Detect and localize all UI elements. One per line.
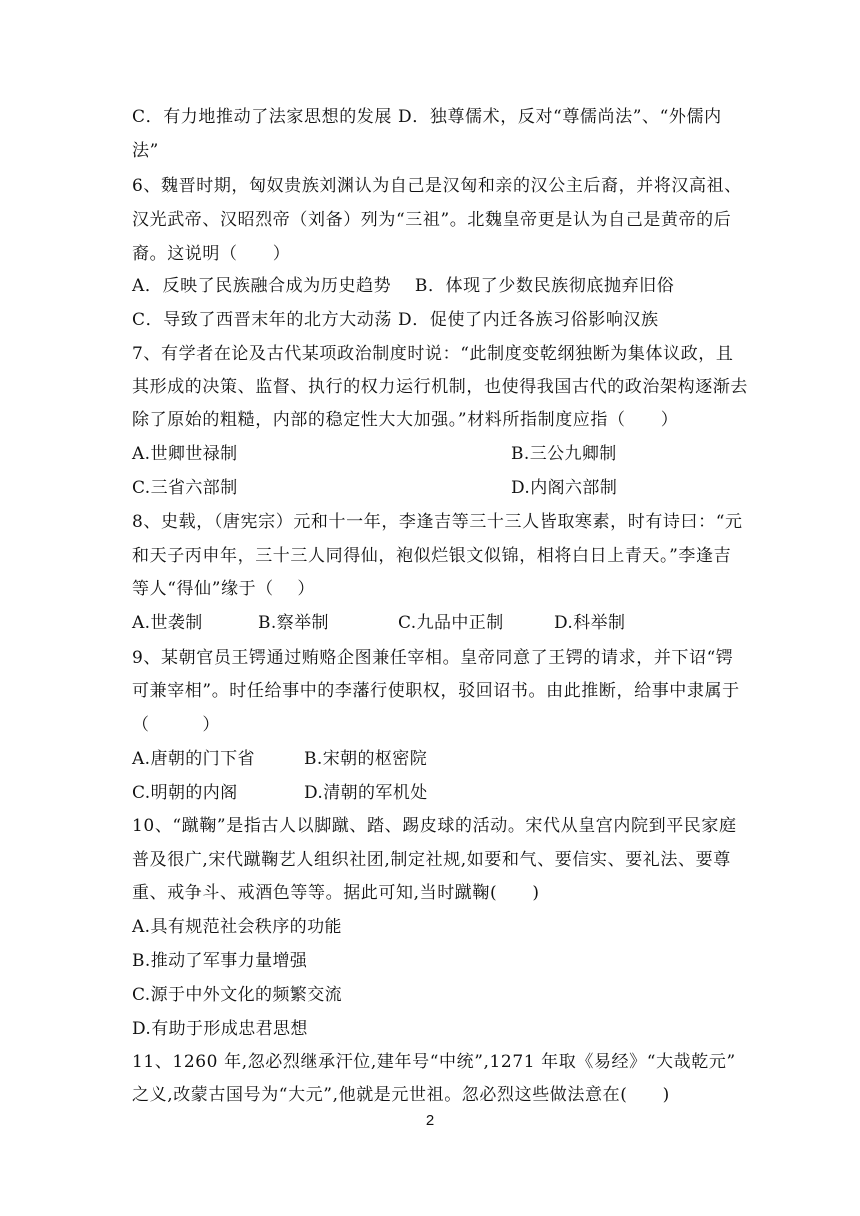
q11-stem-line-2: 之义,改蒙古国号为“大元”,他就是元世祖。忽必烈这些做法意在( ) [132, 1085, 670, 1105]
q9-stem-line-1: 9、某朝官员王锷通过贿赂企图兼任宰相。皇帝同意了王锷的请求，并下诏“锷 [132, 648, 734, 668]
q9-option-c: C.明朝的内阁 [132, 783, 238, 803]
q7-option-d: D.内阁六部制 [511, 478, 618, 498]
q6-options-ab: A．反映了民族融合成为历史趋势 B．体现了少数民族彻底抛弃旧俗 [132, 276, 675, 296]
q9-option-b: B.宋朝的枢密院 [304, 749, 428, 769]
q6-stem-line-2: 汉光武帝、汉昭烈帝（刘备）列为“三祖”。北魏皇帝更是认为自己是黄帝的后 [132, 210, 732, 230]
q9-stem-line-3: （ ） [132, 715, 220, 735]
q6-stem-line-3: 裔。这说明（ ） [132, 244, 291, 264]
q9-option-d: D.清朝的军机处 [304, 783, 428, 803]
q5-option-d-continued: 法” [132, 141, 159, 161]
q7-stem-line-1: 7、有学者在论及古代某项政治制度时说：“此制度变乾纲独断为集体议政，且 [132, 344, 734, 364]
q8-stem-line-3: 等人“得仙”缘于（ ） [132, 579, 315, 599]
q6-options-cd: C．导致了西晋末年的北方大动荡 D．促使了内迁各族习俗影响汉族 [132, 310, 659, 330]
q7-stem-line-2: 其形成的决策、监督、执行的权力运行机制，也使得我国古代的政治架构逐渐去 [132, 377, 748, 397]
q9-stem-line-2: 可兼宰相”。时任给事中的李藩行使职权，驳回诏书。由此推断，给事中隶属于 [132, 681, 740, 701]
q8-option-b: B.察举制 [258, 613, 329, 633]
q5-option-cd-line: C．有力地推动了法家思想的发展 D．独尊儒术，反对“尊儒尚法”、“外儒内 [132, 107, 722, 127]
q7-stem-line-3: 除了原始的粗糙，内部的稳定性大大加强。”材料所指制度应指（ ） [132, 410, 679, 430]
q10-option-d: D.有助于形成忠君思想 [132, 1019, 308, 1039]
q8-option-a: A.世袭制 [132, 613, 203, 633]
q8-stem-line-1: 8、史载，（唐宪宗）元和十一年，李逢吉等三十三人皆取寒素，时有诗曰：“元 [132, 512, 743, 532]
q7-option-c: C.三省六部制 [132, 478, 238, 498]
q10-option-a: A.具有规范社会秩序的功能 [132, 917, 342, 937]
q8-option-c: C.九品中正制 [398, 613, 504, 633]
q10-stem-line-3: 重、戒争斗、戒酒色等等。据此可知,当时蹴鞠( ) [132, 883, 540, 903]
q11-stem-line-1: 11、1260 年,忽必烈继承汗位,建年号“中统”,1271 年取《易经》“大哉乾元” [132, 1052, 736, 1072]
q8-stem-line-2: 和天子丙申年，三十三人同得仙，袍似烂银文似锦，相将白日上青天。”李逢吉 [132, 546, 732, 566]
q10-stem-line-2: 普及很广,宋代蹴鞠艺人组织社团,制定社规,如要和气、要信实、要礼法、要尊 [132, 850, 731, 870]
q10-option-b: B.推动了军事力量增强 [132, 951, 308, 971]
q10-option-c: C.源于中外文化的频繁交流 [132, 985, 343, 1005]
page-number: 2 [425, 1112, 435, 1129]
q9-option-a: A.唐朝的门下省 [132, 749, 255, 769]
q10-stem-line-1: 10、“蹴鞠”是指古人以脚蹴、踏、踢皮球的活动。宋代从皇宫内院到平民家庭 [132, 816, 737, 836]
q7-option-a: A.世卿世禄制 [132, 444, 238, 464]
q7-option-b: B.三公九卿制 [511, 444, 617, 464]
q8-option-d: D.科举制 [554, 613, 626, 633]
q6-stem-line-1: 6、魏晋时期，匈奴贵族刘渊认为自己是汉匈和亲的汉公主后裔，并将汉高祖、 [132, 176, 742, 196]
